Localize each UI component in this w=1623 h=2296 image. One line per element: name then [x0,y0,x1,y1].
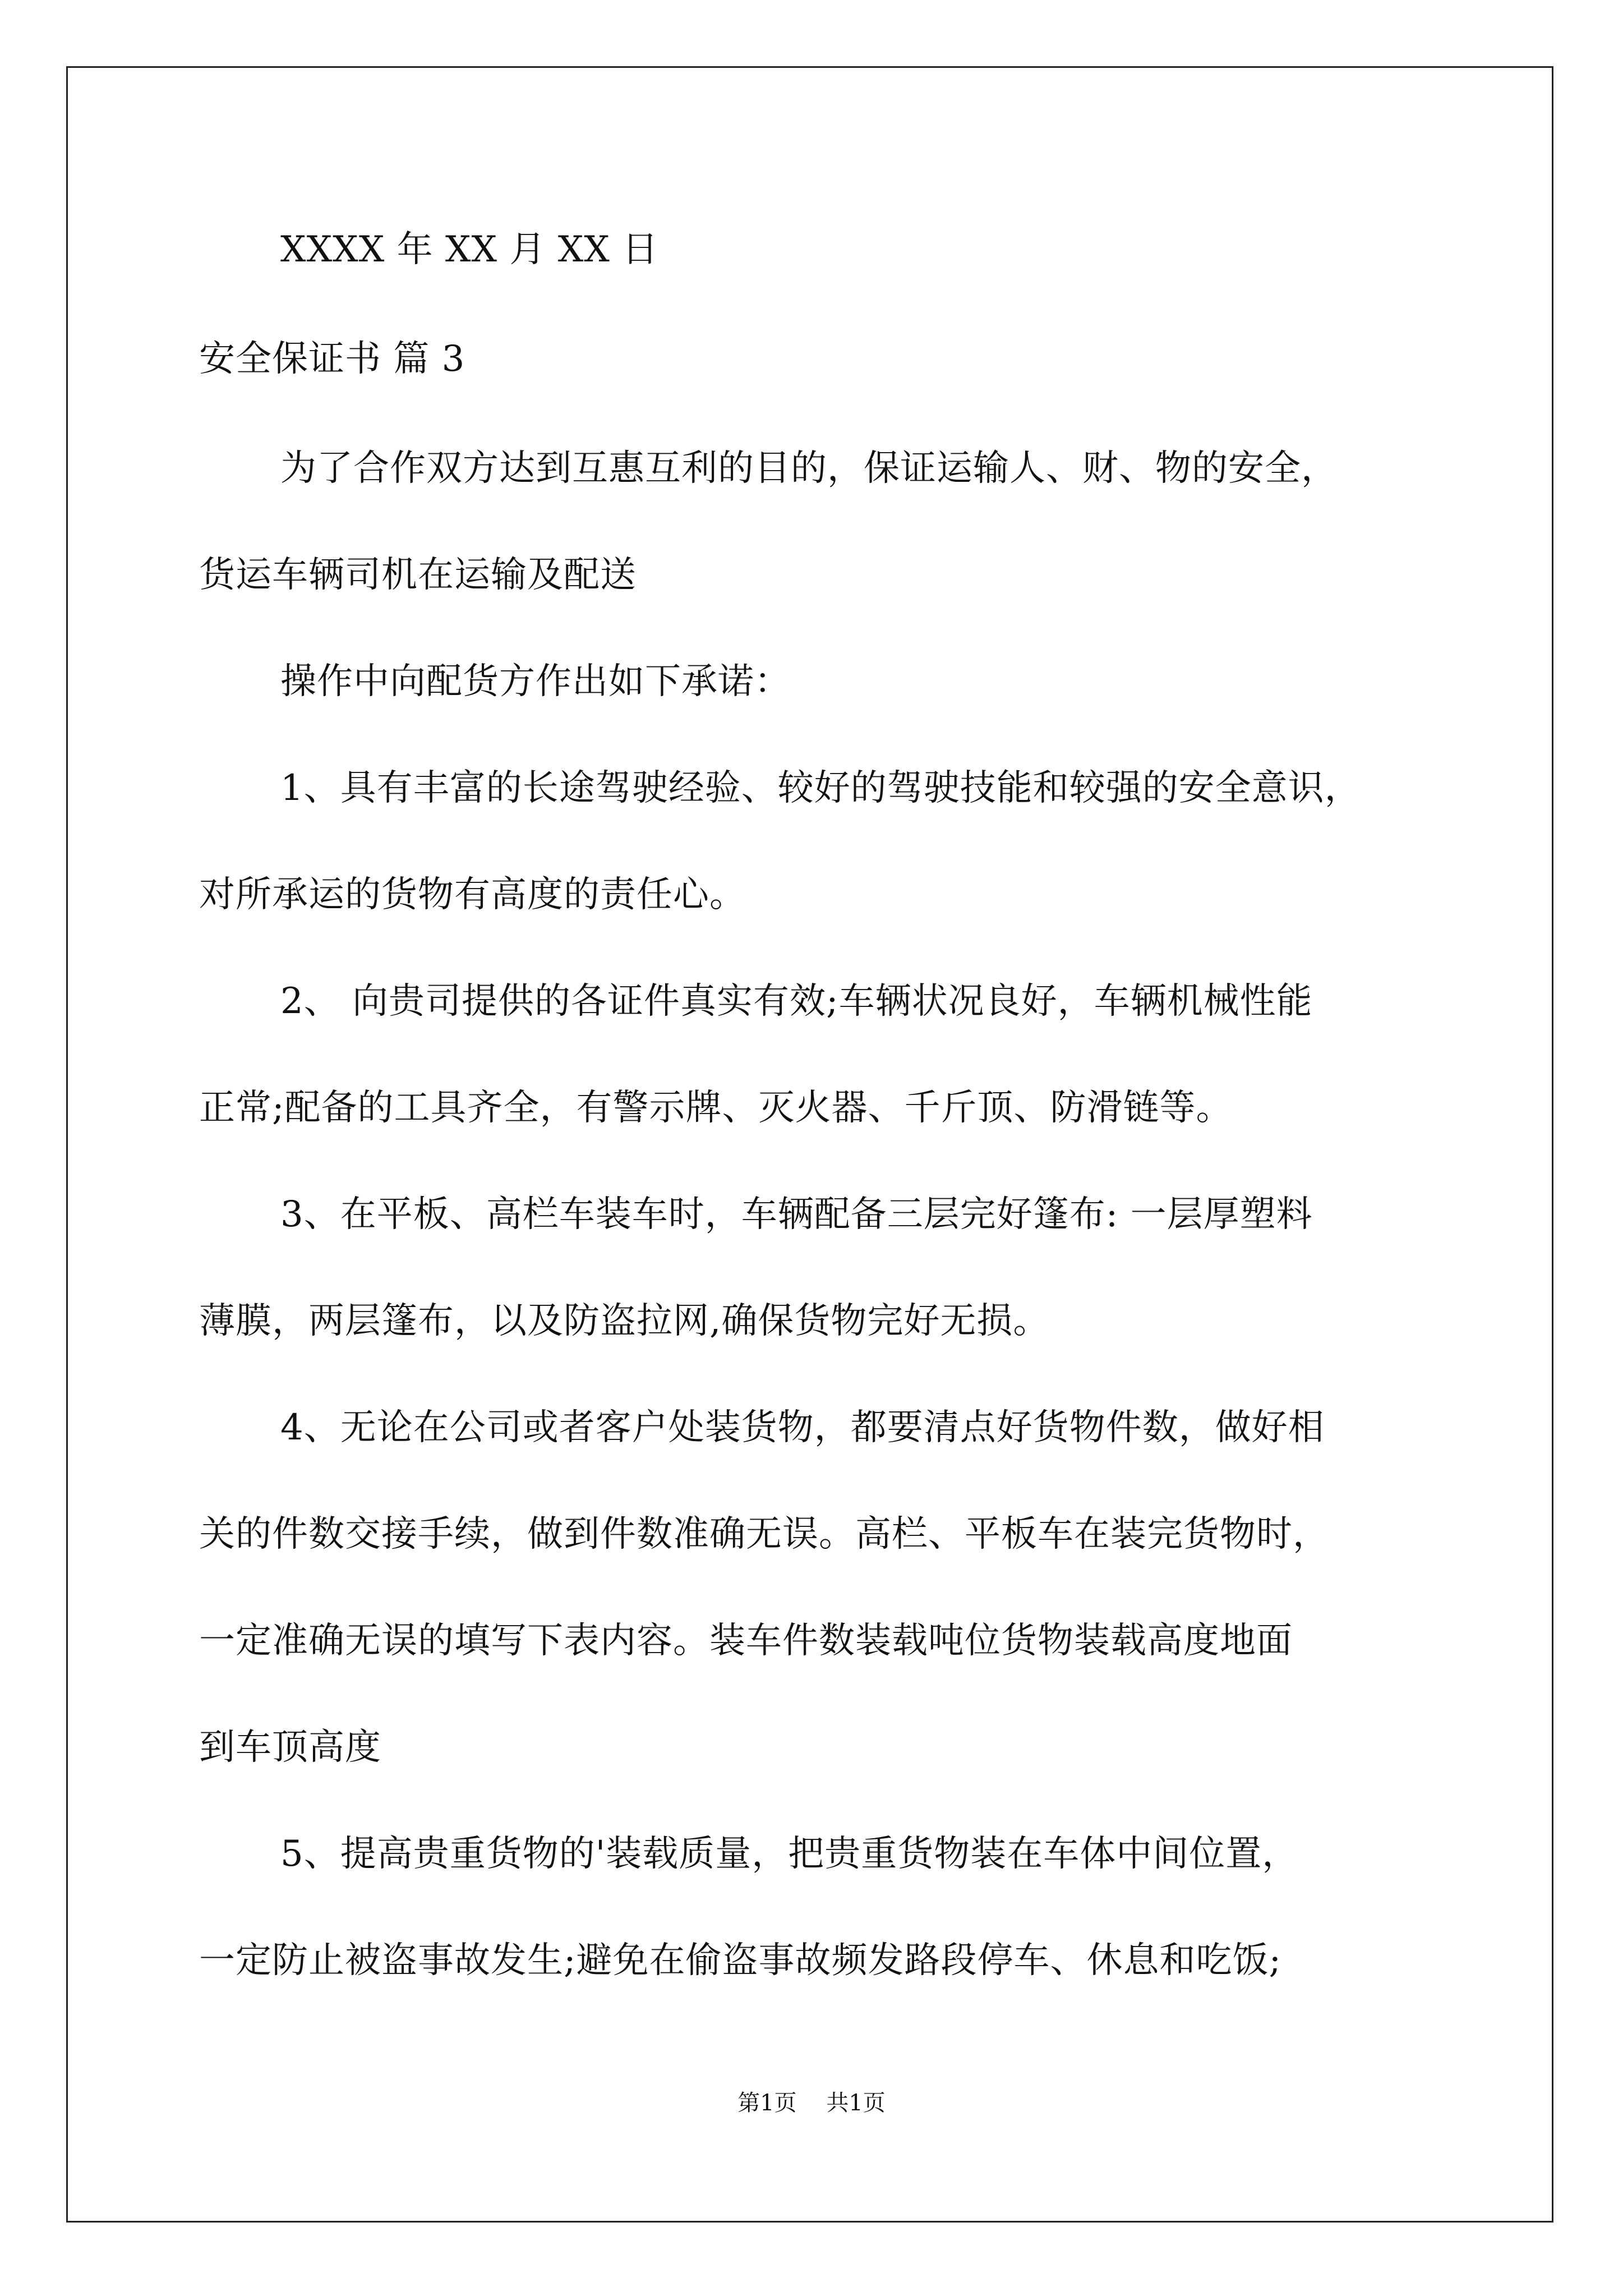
paragraph-line: 5、提高贵重货物的'装载质量，把贵重货物装在车体中间位置， [280,1833,1299,1875]
date-line: XXXX 年 XX 月 XX 日 [280,229,659,270]
page-number-total: 共1页 [826,2090,886,2116]
paragraph-line: 关的件数交接手续，做到件数准确无误。高栏、平板车在装完货物时， [199,1513,1329,1555]
page-footer [0,2089,1623,2117]
page-border [66,66,1553,2223]
paragraph-line: 一定防止被盗事故发生;避免在偷盗事故频发路段停车、休息和吃饭; [199,1940,1282,1981]
paragraph-line: 为了合作双方达到互惠互利的目的，保证运输人、财、物的安全， [280,448,1338,489]
paragraph-line: 操作中向配货方作出如下承诺： [280,661,791,702]
paragraph-line: 正常;配备的工具齐全，有警示牌、灭火器、千斤顶、防滑链等。 [199,1087,1233,1129]
paragraph-line: 1、具有丰富的长途驾驶经验、较好的驾驶技能和较强的安全意识， [280,767,1361,809]
paragraph-line: 3、在平板、高栏车装车时，车辆配备三层完好篷布: 一层厚塑料 [280,1194,1313,1235]
paragraph-line: 4、无论在公司或者客户处装货物，都要清点好货物件数，做好相 [280,1407,1325,1448]
paragraph-line: 2、 向贵司提供的各证件真实有效;车辆状况良好，车辆机械性能 [280,981,1313,1022]
paragraph-line: 到车顶高度 [199,1727,381,1768]
section-title: 安全保证书 篇 3 [199,338,465,380]
paragraph-line: 薄膜，两层篷布，以及防盗拉网,确保货物完好无损。 [199,1300,1050,1342]
paragraph-line: 货运车辆司机在运输及配送 [199,554,637,596]
paragraph-line: 一定准确无误的填写下表内容。装车件数装载吨位货物装载高度地面 [199,1620,1293,1662]
paragraph-line: 对所承运的货物有高度的责任心。 [199,874,746,915]
page-number-current: 第1页 [737,2090,797,2116]
